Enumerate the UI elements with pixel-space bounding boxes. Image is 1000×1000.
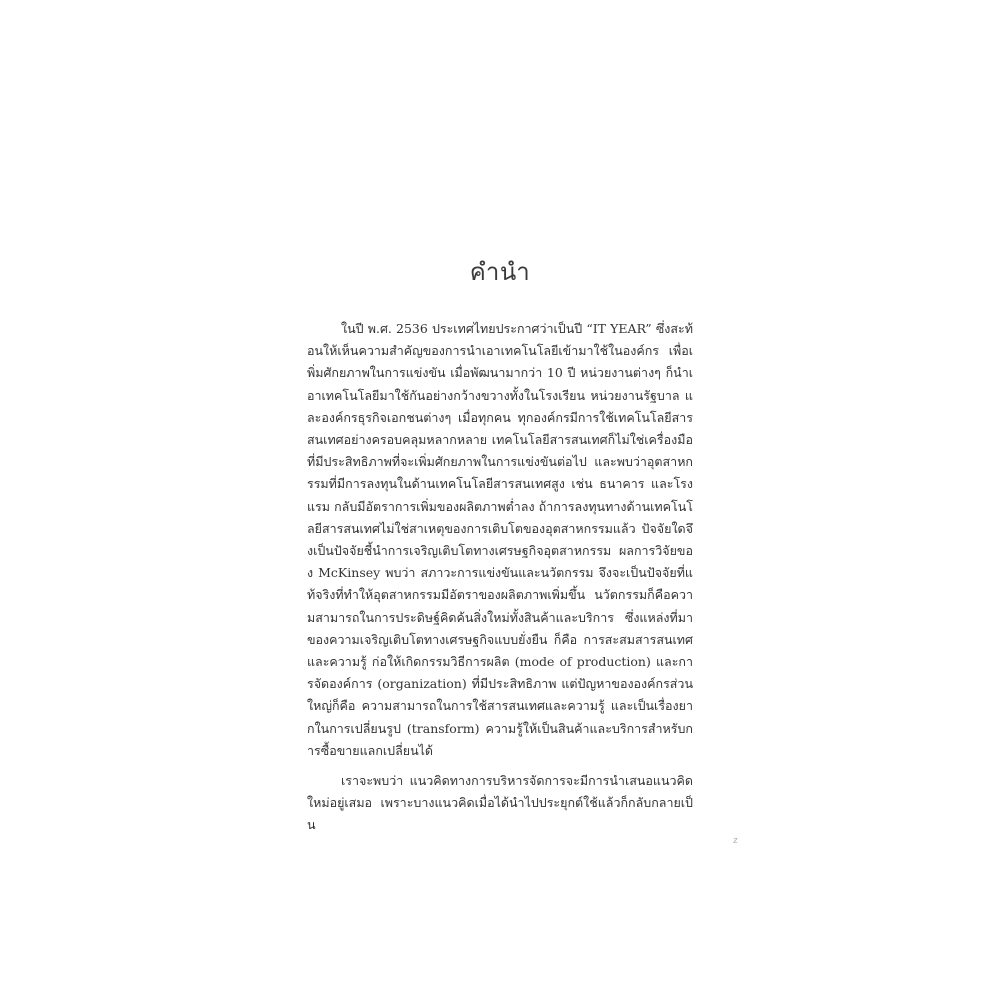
- page-number: z: [733, 836, 738, 846]
- paragraph-2: เราจะพบว่า แนวคิดทางการบริหารจัดการจะมีการนำเสนอแนวคิดใหม่อยู่เสมอ เพราะบางแนวคิดเมื่อได้นำไปประยุกต์ใช้แล้วก็กลับกลายเป็น: [307, 773, 693, 833]
- page-title: คำนำ: [469, 258, 531, 286]
- body-text: [307, 318, 693, 837]
- paragraph-1: ในปี พ.ศ. 2536 ประเทศไทยประกาศว่าเป็นปี “IT YEAR” ซึ่งสะท้อนให้เห็นความสำคัญของการนำเอาเทคโนโลยีเข้ามาใช้ในองค์กร เพื่อเพิ่มศักยภาพในการแข่งขัน เมื่อพัฒนามากว่า 10 ปี หน่วยงานต่างๆ ก็นำเอาเทคโนโลยีมาใช้กันอย่างกว้างขวางทั้งในโรงเรียน หน่วยงานรัฐบาล และองค์กรธุรกิจเอกชนต่างๆ เมื่อทุกคน ทุกองค์กรมีการใช้เทคโนโลยีสารสนเทศอย่างครอบคลุมหลากหลาย เทคโนโลยีสารสนเทศก็ไม่ใช่เครื่องมือที่มีประสิทธิภาพที่จะเพิ่มศักยภาพในการแข่งขันต่อไป และพบว่าอุตสาหกรรมที่มีการลงทุนในด้านเทคโนโลยีสารสนเทศสูง เช่น ธนาคาร และโรงแรม กลับมีอัตราการเพิ่มของผลิตภาพต่ำลง ถ้าการลงทุนทางด้านเทคโนโลยีสารสนเทศไม่ใช่สาเหตุของการเติบโตของอุตสาหกรรมแล้ว ปัจจัยใดจึงเป็นปัจจัยชี้นำการเจริญเติบโตทางเศรษฐกิจอุตสาหกรรม ผลการวิจัยของ McKinsey พบว่า สภาวะการแข่งขันและนวัตกรรม จึงจะเป็นปัจจัยที่แท้จริงที่ทำให้อุตสาหกรรมมีอัตราของผลิตภาพเพิ่มขึ้น นวัตกรรมก็คือความสามารถในการประดิษฐ์คิดค้นสิ่งใหม่ทั้งสินค้าและบริการ ซึ่งแหล่งที่มาของความเจริญเติบโตทางเศรษฐกิจแบบยั่งยืน ก็คือ การสะสมสารสนเทศและความรู้ ก่อให้เกิดกรรมวิธีการผลิต (mode of production) และการจัดองค์การ (organization) ที่มีประสิทธิภาพ แต่ปัญหาขององค์กรส่วนใหญ่ก็คือ ความสามารถในการใช้สารสนเทศและความรู้ และเป็นเรื่องยากในการเปลี่ยนรูป (transform) ความรู้ให้เป็นสินค้าและบริการสำหรับการซื้อขายแลกเปลี่ยนได้: [307, 321, 693, 758]
